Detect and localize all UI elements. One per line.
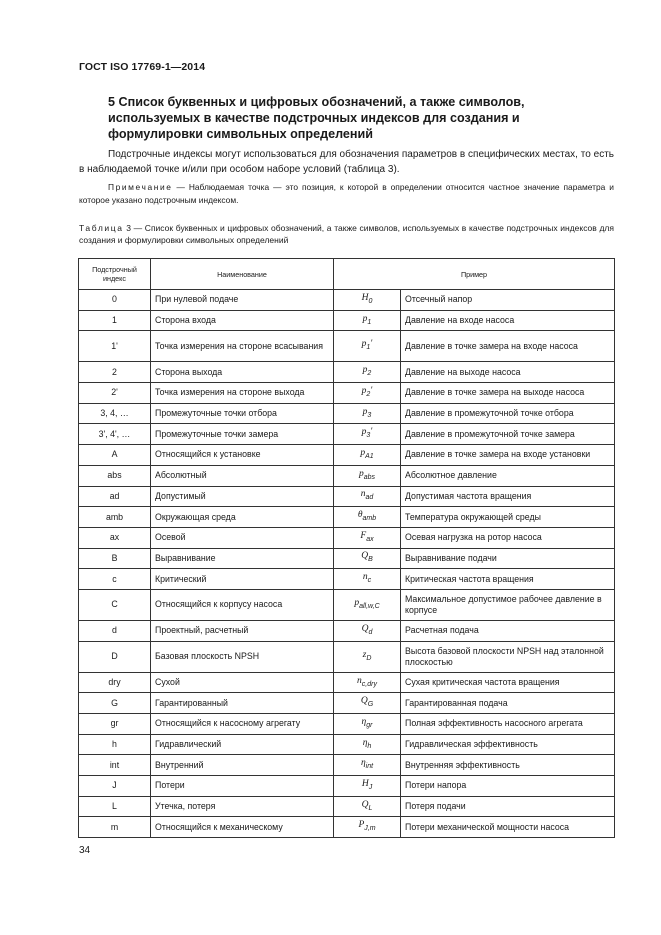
symbol-letter: n <box>357 675 362 686</box>
cell-index: 2 <box>79 362 151 383</box>
symbol-letter: θ <box>357 510 363 521</box>
symbol-letter: Q <box>361 623 369 634</box>
symbol-subscript: int <box>365 763 374 771</box>
cell-index: 0 <box>79 290 151 311</box>
table-row <box>79 465 615 486</box>
symbol-letter: η <box>360 758 366 769</box>
cell-index: c <box>79 569 151 590</box>
cell-symbol <box>334 693 401 714</box>
cell-index: ad <box>79 486 151 507</box>
cell-description: Максимальное допустимое рабочее давление в корпусе <box>401 589 615 620</box>
cell-name: Относящийся к механическому <box>151 817 334 838</box>
symbol-subscript: 1 <box>366 344 371 352</box>
cell-symbol <box>334 589 401 620</box>
symbol-subscript: B <box>368 556 373 564</box>
cell-description: Давление в точке замера на входе установки <box>401 445 615 466</box>
symbol-letter: Q <box>361 551 369 562</box>
cell-name: Осевой <box>151 527 334 548</box>
symbol-letter: p <box>361 385 367 396</box>
table-row <box>79 527 615 548</box>
cell-description: Абсолютное давление <box>401 465 615 486</box>
symbol-letter: n <box>362 572 368 583</box>
cell-name: Сторона выхода <box>151 362 334 383</box>
cell-index: 3, 4, … <box>79 403 151 424</box>
cell-name: Относящийся к насосному агрегату <box>151 714 334 735</box>
cell-name: Сторона входа <box>151 310 334 331</box>
symbol-letter: p <box>360 448 366 459</box>
header-index: Подстрочный индекс <box>79 259 151 290</box>
symbol-letter: Q <box>360 696 368 707</box>
page-number: 34 <box>79 845 91 856</box>
cell-name: Выравнивание <box>151 548 334 569</box>
cell-name: Промежуточные точки отбора <box>151 403 334 424</box>
cell-symbol <box>334 310 401 331</box>
table-row <box>79 796 615 817</box>
cell-description: Осевая нагрузка на ротор насоса <box>401 527 615 548</box>
cell-name: Проектный, расчетный <box>151 620 334 641</box>
table-row <box>79 817 615 838</box>
table-row <box>79 641 615 672</box>
symbol-subscript: 2 <box>367 370 372 378</box>
note-text: — Наблюдаемая точка — это позиция, к которой в определении относится частное значение параметра и которое указано подстрочным индексом. <box>79 182 614 205</box>
table-row <box>79 714 615 735</box>
symbol-letter: η <box>362 737 368 748</box>
cell-index: dry <box>79 672 151 693</box>
cell-description: Расчетная подача <box>401 620 615 641</box>
symbol-subscript: ax <box>366 535 374 543</box>
cell-name: Допустимый <box>151 486 334 507</box>
cell-name: Окружающая среда <box>151 507 334 528</box>
table-body <box>79 290 615 838</box>
cell-symbol <box>334 290 401 311</box>
symbol-prime: ' <box>370 385 373 396</box>
table-row <box>79 776 615 797</box>
symbol-letter: p <box>362 365 368 376</box>
cell-description: Полная эффективность насосного агрегата <box>401 714 615 735</box>
symbol-letter: H <box>361 778 369 789</box>
cell-name: Внутренний <box>151 755 334 776</box>
symbol-subscript: h <box>367 742 372 750</box>
cell-symbol <box>334 641 401 672</box>
cell-name: При нулевой подаче <box>151 290 334 311</box>
subscript-table <box>78 258 615 838</box>
cell-description: Потеря подачи <box>401 796 615 817</box>
symbol-subscript: G <box>367 701 374 709</box>
cell-name: Точка измерения на стороне всасывания <box>151 331 334 362</box>
symbol-subscript: 0 <box>368 297 373 305</box>
header-name: Наименование <box>151 259 334 290</box>
table-row <box>79 734 615 755</box>
symbol-letter: p <box>361 427 367 438</box>
cell-index: J <box>79 776 151 797</box>
symbol-prime: ' <box>370 339 373 350</box>
table-row <box>79 362 615 383</box>
symbol-subscript: c <box>367 577 372 585</box>
cell-symbol <box>334 465 401 486</box>
cell-symbol <box>334 548 401 569</box>
cell-symbol <box>334 817 401 838</box>
cell-name: Гарантированный <box>151 693 334 714</box>
table-row <box>79 424 615 445</box>
standard-code: ГОСТ ISO 17769-1—2014 <box>79 61 206 73</box>
cell-symbol <box>334 569 401 590</box>
cell-index: int <box>79 755 151 776</box>
symbol-subscript: gr <box>366 721 373 729</box>
symbol-letter: H <box>361 292 369 303</box>
cell-symbol <box>334 331 401 362</box>
cell-description: Давление в промежуточной точке отбора <box>401 403 615 424</box>
cell-description: Давление в точке замера на выходе насоса <box>401 383 615 404</box>
cell-name: Потери <box>151 776 334 797</box>
cell-description: Допустимая частота вращения <box>401 486 615 507</box>
cell-index: amb <box>79 507 151 528</box>
cell-name: Абсолютный <box>151 465 334 486</box>
cell-name: Критический <box>151 569 334 590</box>
symbol-subscript: abs <box>363 473 376 481</box>
cell-index: 2' <box>79 383 151 404</box>
table-row <box>79 310 615 331</box>
symbol-subscript: J,m <box>364 825 376 833</box>
symbol-subscript: L <box>368 804 373 812</box>
symbol-letter: p <box>358 468 364 479</box>
cell-description: Давление в точке замера на входе насоса <box>401 331 615 362</box>
table-row <box>79 331 615 362</box>
table-caption-text: 3 — Список буквенных и цифровых обозначений, а также символов, используемых в качестве подстрочных индексов для создания и формулировки символьных определений <box>79 223 614 245</box>
cell-symbol <box>334 672 401 693</box>
table-row <box>79 672 615 693</box>
note <box>79 181 614 206</box>
cell-index: 1' <box>79 331 151 362</box>
table-row <box>79 620 615 641</box>
symbol-subscript: c,dry <box>361 680 377 688</box>
cell-index: 1 <box>79 310 151 331</box>
cell-description: Потери механической мощности насоса <box>401 817 615 838</box>
table-row <box>79 403 615 424</box>
symbol-subscript: 1 <box>367 318 372 326</box>
symbol-subscript: 3 <box>367 411 372 419</box>
cell-index: h <box>79 734 151 755</box>
cell-index: L <box>79 796 151 817</box>
header-example: Пример <box>334 259 615 290</box>
cell-symbol <box>334 776 401 797</box>
cell-index: A <box>79 445 151 466</box>
table-caption <box>79 222 614 246</box>
symbol-letter: F <box>360 530 367 541</box>
cell-description: Давление на выходе насоса <box>401 362 615 383</box>
table-row <box>79 693 615 714</box>
table-row <box>79 755 615 776</box>
cell-name: Промежуточные точки замера <box>151 424 334 445</box>
table-row <box>79 290 615 311</box>
symbol-letter: Q <box>361 799 369 810</box>
cell-symbol <box>334 403 401 424</box>
cell-symbol <box>334 714 401 735</box>
symbol-subscript: 3 <box>366 432 371 440</box>
symbol-letter: n <box>360 489 366 500</box>
cell-description: Потери напора <box>401 776 615 797</box>
cell-description: Отсечный напор <box>401 290 615 311</box>
cell-name: Относящийся к установке <box>151 445 334 466</box>
symbol-subscript: A1 <box>365 452 374 460</box>
table-row <box>79 507 615 528</box>
symbol-subscript: 2 <box>366 390 371 398</box>
symbol-letter: η <box>361 716 367 727</box>
cell-description: Давление на входе насоса <box>401 310 615 331</box>
cell-name: Относящийся к корпусу насоса <box>151 589 334 620</box>
symbol-subscript: ad <box>365 494 374 502</box>
cell-index: ax <box>79 527 151 548</box>
cell-description: Давление в промежуточной точке замера <box>401 424 615 445</box>
cell-index: B <box>79 548 151 569</box>
cell-index: d <box>79 620 151 641</box>
table-row <box>79 548 615 569</box>
intro-paragraph: Подстрочные индексы могут использоваться для обозначения параметров в специфических местах, то есть в наблюдаемой точке и/или при особом наборе условий (таблица 3). <box>79 149 614 175</box>
cell-name: Базовая плоскость NPSH <box>151 641 334 672</box>
table-row <box>79 486 615 507</box>
table-row <box>79 589 615 620</box>
section-title: 5 Список буквенных и цифровых обозначений, а также символов, используемых в качестве подстрочных индексов для создания и формулировки символьных определений <box>108 95 525 141</box>
cell-description: Выравнивание подачи <box>401 548 615 569</box>
symbol-letter: z <box>362 649 367 660</box>
cell-description: Критическая частота вращения <box>401 569 615 590</box>
cell-description: Гарантированная подача <box>401 693 615 714</box>
cell-symbol <box>334 424 401 445</box>
cell-description: Гидравлическая эффективность <box>401 734 615 755</box>
table-caption-label: Таблица <box>79 223 124 233</box>
cell-name: Утечка, потеря <box>151 796 334 817</box>
cell-description: Температура окружающей среды <box>401 507 615 528</box>
cell-index: 3', 4', … <box>79 424 151 445</box>
symbol-subscript: all,w,C <box>359 602 380 610</box>
cell-index: m <box>79 817 151 838</box>
symbol-letter: P <box>358 820 365 831</box>
cell-index: abs <box>79 465 151 486</box>
symbol-subscript: D <box>366 654 372 662</box>
cell-symbol <box>334 507 401 528</box>
cell-symbol <box>334 755 401 776</box>
cell-symbol <box>334 620 401 641</box>
symbol-letter: p <box>354 597 360 608</box>
cell-symbol <box>334 527 401 548</box>
symbol-letter: p <box>361 339 367 350</box>
symbol-letter: p <box>362 406 368 417</box>
note-label: Примечание <box>108 182 173 192</box>
table-row <box>79 445 615 466</box>
cell-index: gr <box>79 714 151 735</box>
cell-symbol <box>334 362 401 383</box>
cell-index: C <box>79 589 151 620</box>
symbol-subscript: amb <box>362 514 377 522</box>
cell-name: Точка измерения на стороне выхода <box>151 383 334 404</box>
cell-name: Сухой <box>151 672 334 693</box>
cell-description: Внутренняя эффективность <box>401 755 615 776</box>
cell-index: G <box>79 693 151 714</box>
symbol-letter: p <box>362 313 368 324</box>
cell-description: Сухая критическая частота вращения <box>401 672 615 693</box>
cell-symbol <box>334 796 401 817</box>
cell-name: Гидравлический <box>151 734 334 755</box>
cell-symbol <box>334 486 401 507</box>
symbol-prime: ' <box>370 427 373 438</box>
symbol-subscript: J <box>368 783 373 791</box>
cell-description: Высота базовой плоскости NPSH над эталонной плоскостью <box>401 641 615 672</box>
table-row <box>79 383 615 404</box>
table-header-row <box>79 259 615 290</box>
symbol-subscript: d <box>368 628 373 636</box>
cell-symbol <box>334 734 401 755</box>
cell-symbol <box>334 445 401 466</box>
table-row <box>79 569 615 590</box>
cell-index: D <box>79 641 151 672</box>
cell-symbol <box>334 383 401 404</box>
